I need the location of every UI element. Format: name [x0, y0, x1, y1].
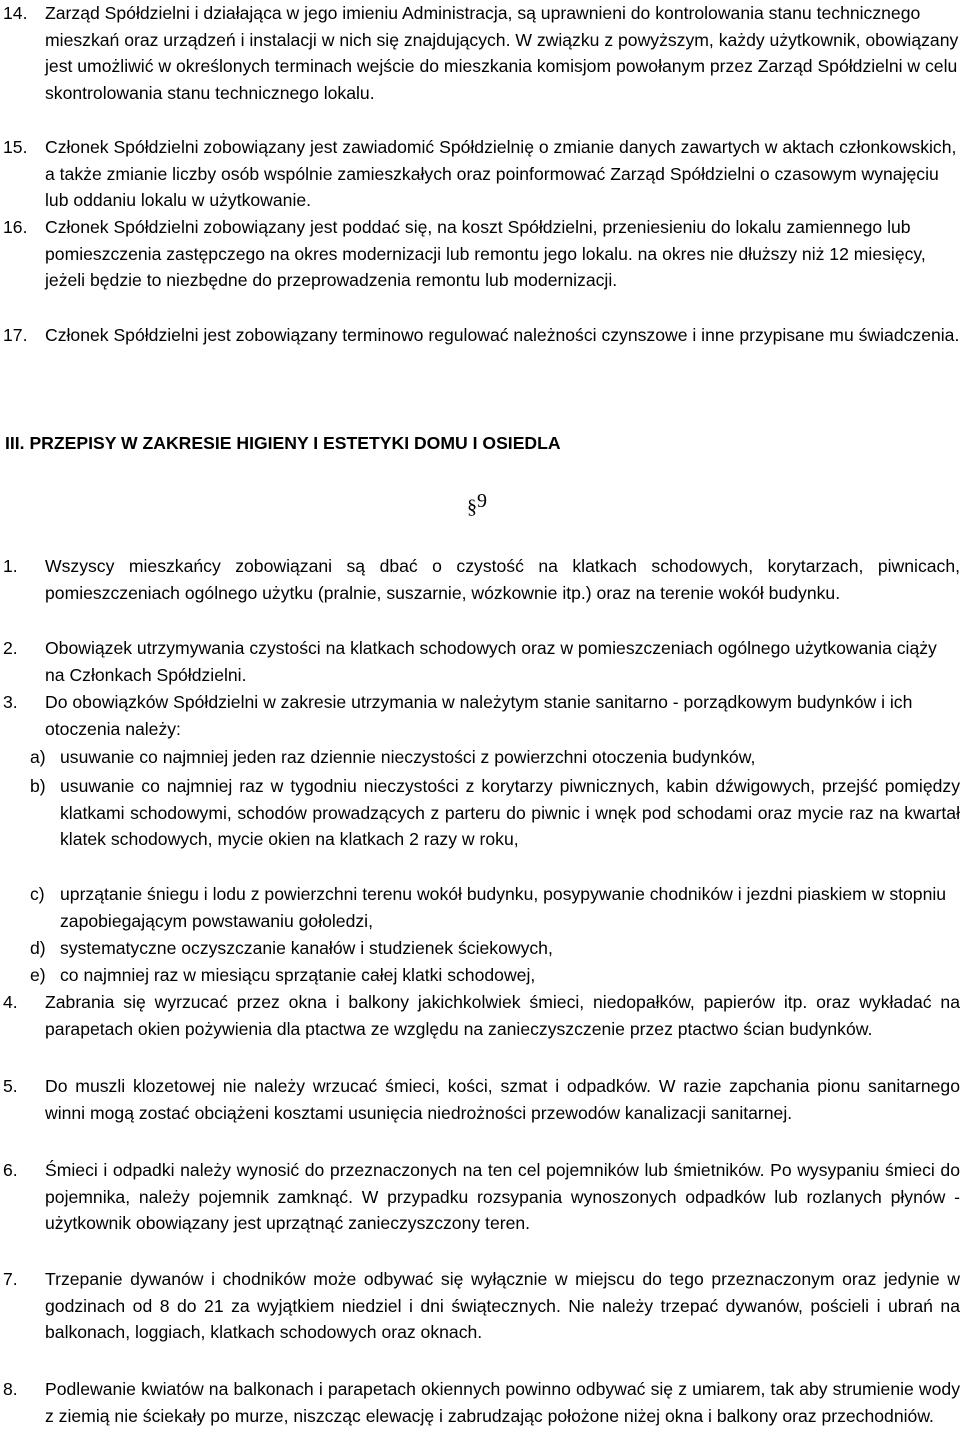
item-number: 6. [3, 1160, 18, 1180]
item-number: 1. [3, 556, 18, 576]
sub-item-letter: e) [30, 965, 46, 985]
sub-item-text: usuwanie co najmniej raz w tygodniu nieczystości z korytarzy piwnicznych, kabin dźwigowych, przejść pomiędzy klatkami schodowymi, schodów prowadzących z parteru do piwnic i wnęk pod schodami oraz mycie raz na kwartał klatek schodowych, mycie okien na klatkach 2 razy w roku, [60, 776, 960, 850]
item-number: 3. [3, 692, 18, 712]
section-heading: III. PRZEPISY W ZAKRESIE HIGIENY I ESTETYKI DOMU I OSIEDLA [5, 433, 561, 453]
item-text: Do muszli klozetowej nie należy wrzucać śmieci, kości, szmat i odpadków. W razie zapchania pionu sanitarnego winni mogą zostać obciążeni kosztami usunięcia niedrożności przewodów kanalizacji sanitarnej. [45, 1076, 960, 1123]
item-number: 5. [3, 1076, 18, 1096]
item-number: 15. [3, 137, 28, 157]
item-number: 7. [3, 1269, 18, 1289]
item-text: Do obowiązków Spółdzielni w zakresie utrzymania w należytym stanie sanitarno - porządkowym budynków i ich otoczenia należy: [45, 692, 913, 739]
item-text: Śmieci i odpadki należy wynosić do przeznaczonych na ten cel pojemników lub śmietników. Po wysypaniu śmieci do pojemnika, należy pojemnik zamknąć. W przypadku rozsypania wynoszonych odpadków lub rozlanych płynów - użytkownik obowiązany jest uprzątnąć zanieczyszczony teren. [45, 1160, 960, 1234]
paragraph-number: 9 [477, 490, 487, 512]
item-text: Członek Spółdzielni jest zobowiązany terminowo regulować należności czynszowe i inne przypisane mu świadczenia. [45, 325, 960, 345]
paragraph-symbol: § [467, 496, 477, 518]
item-number: 8. [3, 1379, 18, 1399]
paragraph-marker [467, 488, 487, 520]
item-number: 4. [3, 992, 18, 1012]
item-number: 16. [3, 217, 28, 237]
item-text: Wszyscy mieszkańcy zobowiązani są dbać o czystość na klatkach schodowych, korytarzach, piwnicach, pomieszczeniach ogólnego użytku (pralnie, suszarnie, wózkownie itp.) oraz na terenie wokół budynku. [45, 556, 960, 603]
item-number: 2. [3, 638, 18, 658]
sub-item-letter: c) [30, 884, 45, 904]
item-text: Trzepanie dywanów i chodników może odbywać się wyłącznie w miejscu do tego przeznaczonym oraz jedynie w godzinach od 8 do 21 za wyjątkiem niedziel i dni świątecznych. Nie należy trzepać dywanów, pościeli i ubrań na balkonach, loggiach, klatkach schodowych oraz oknach. [45, 1269, 960, 1343]
item-text: Zabrania się wyrzucać przez okna i balkony jakichkolwiek śmieci, niedopałków, papierów itp. oraz wykładać na parapetach okien pożywienia dla ptactwa ze względu na zanieczyszczenie przez ptactwo ścian budynków. [45, 992, 960, 1039]
item-text: Podlewanie kwiatów na balkonach i parapetach okiennych powinno odbywać się z umiarem, tak aby strumienie wody z ziemią nie ściekały po murze, niszcząc elewację i zabrudzając położone niżej okna i balkony oraz przechodniów. [45, 1379, 960, 1426]
item-text: Członek Spółdzielni zobowiązany jest zawiadomić Spółdzielnię o zmianie danych zawartych w aktach członkowskich, a także zmianie liczby osób wspólnie zamieszkałych oraz poinformować Zarząd Spółdzielni o czasowym wynajęciu lub oddaniu lokalu w użytkowanie. [45, 137, 957, 211]
sub-item-letter: a) [30, 747, 46, 767]
item-text: Zarząd Spółdzielni i działająca w jego imieniu Administracja, są uprawnieni do kontrolowania stanu technicznego mieszkań oraz urządzeń i instalacji w nich się znajdujących. W związku z powyższym, każdy użytkownik, obowiązany jest umożliwić w określonych terminach wejście do mieszkania komisjom powołanym przez Zarząd Spółdzielni w celu skontrolowania stanu technicznego lokalu. [45, 3, 959, 103]
sub-item-text: systematyczne oczyszczanie kanałów i studzienek ściekowych, [60, 938, 553, 958]
item-number: 14. [3, 3, 28, 23]
sub-item-text: uprzątanie śniegu i lodu z powierzchni terenu wokół budynku, posypywanie chodników i jezdni piaskiem w stopniu zapobiegającym powstawaniu gołoledzi, [60, 884, 947, 931]
sub-item-text: co najmniej raz w miesiącu sprzątanie całej klatki schodowej, [60, 965, 536, 985]
item-text: Członek Spółdzielni zobowiązany jest poddać się, na koszt Spółdzielni, przeniesieniu do lokalu zamiennego lub pomieszczenia zastępczego na okres modernizacji lub remontu jego lokalu. na okres nie dłuższy niż 12 miesięcy, jeżeli będzie to niezbędne do przeprowadzenia remontu lub modernizacji. [45, 217, 926, 291]
item-text: Obowiązek utrzymywania czystości na klatkach schodowych oraz w pomieszczeniach ogólnego użytkowania ciąży na Członkach Spółdzielni. [45, 638, 937, 685]
item-number: 17. [3, 325, 28, 345]
sub-item-letter: b) [30, 776, 46, 796]
sub-item-letter: d) [30, 938, 46, 958]
sub-item-text: usuwanie co najmniej jeden raz dziennie nieczystości z powierzchni otoczenia budynków, [60, 747, 756, 767]
